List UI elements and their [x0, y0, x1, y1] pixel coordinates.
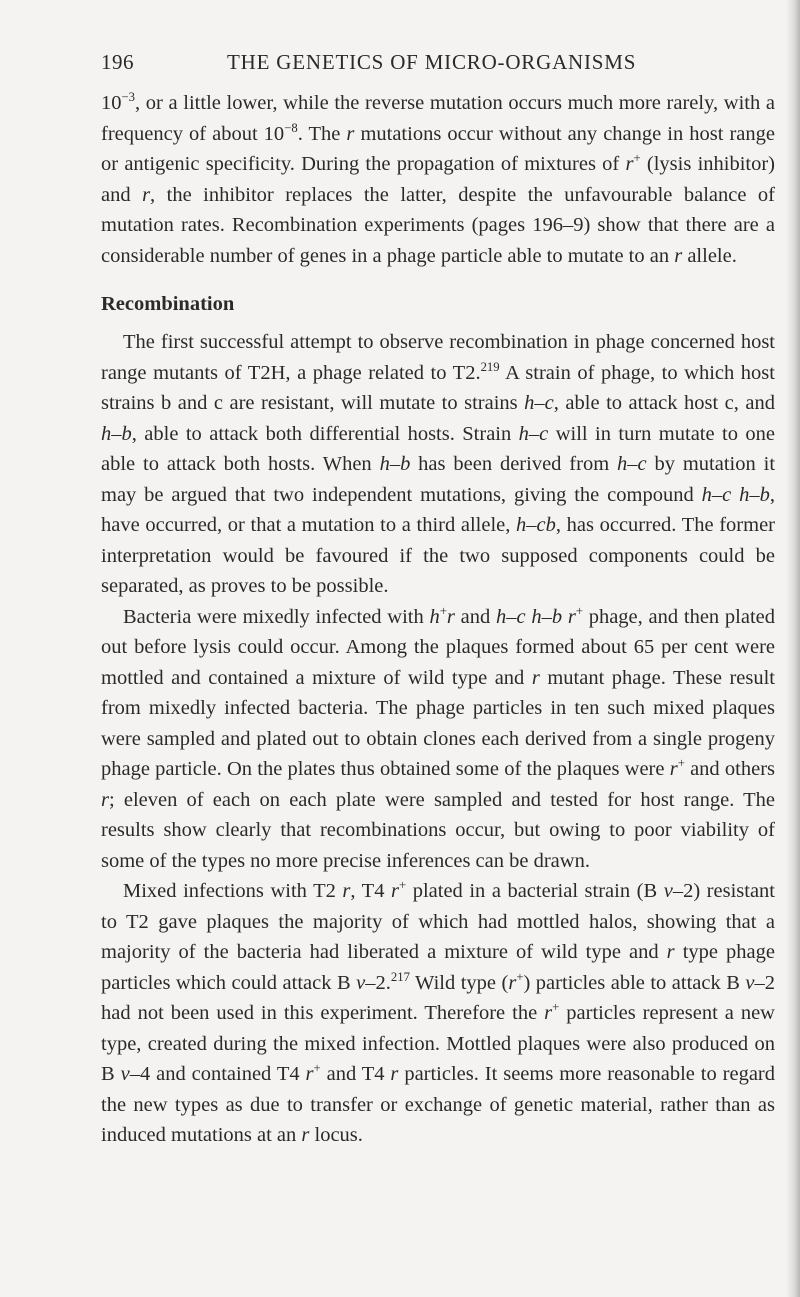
body-text — [101, 88, 775, 1151]
paragraph-continuation: $10^{-3}$, or a little lower, while the reverse mutation occurs much more rarely, with a frequency of about $10^{-8}$. The r mutations occur without any change in host range or antigenic specificity. During the propagation of mixtures of r+ (lysis inhibitor) and r, the inhibitor replaces the latter, despite the unfavourable balance of mutation rates. Recombination experiments (pages 196–9) show that there are a considerable number of genes in a phage particle able to mutate to an r allele. — [101, 90, 775, 267]
section-heading: Recombination — [101, 293, 235, 315]
book-page — [101, 50, 775, 1151]
running-head — [101, 50, 775, 80]
running-title: THE GENETICS OF MICRO-ORGANISMS — [227, 50, 637, 74]
page-edge-shadow — [786, 0, 800, 1297]
paragraph-recombination-intro: The first successful attempt to observe recombination in phage concerned host range mutants of T2H, a phage related to T2.$^{219}$ A strain of phage, to which host strains b and c are resistant, will mutate to strains h–c, able to attack host c, and h–b, able to attack both differential hosts. Strain h–c will in turn mutate to one able to attack both hosts. When h–b has been derived from h–c by mutation it may be argued that two independent mutations, giving the compound h–c h–b, have occurred, or that a mutation to a third allele, h–cb, has occurred. The former interpretation would be favoured if the two supposed components could be separated, as proves to be possible. — [101, 331, 776, 597]
page-number: 196 — [101, 50, 134, 74]
paragraph-t2-t4: Mixed infections with T2 r, T4 r+ plated in a bacterial strain (B v–2) resistant to T2 gave plaques the majority of which had mottled halos, showing that a majority of the bacteria had liberated a mixture of wild type and r type phage particles which could attack B v–2.$^{217}$ Wild type (r+) particles able to attack B v–2 had not been used in this experiment. Therefore the r+ particles represent a new type, created during the mixed infection. Mottled plaques were also produced on B v–4 and contained T4 r+ and T4 r particles. It seems more reasonable to regard the new types as due to transfer or exchange of genetic material, rather than as induced mutations at an r locus. — [101, 878, 776, 1146]
paragraph-mixed-infection: Bacteria were mixedly infected with h+r and h–c h–b r+ phage, and then plated out before lysis could occur. Among the plaques formed about 65 per cent were mottled and contained a mixture of wild type and r mutant phage. These result from mixedly infected bacteria. The phage particles in ten such mixed plaques were sampled and plated out to obtain clones each derived from a single progeny phage particle. On the plates thus obtained some of the plaques were r+ and others r; eleven of each on each plate were sampled and tested for host range. The results show clearly that recombinations occur, but owing to poor viability of some of the types no more precise inferences can be drawn. — [101, 603, 775, 872]
